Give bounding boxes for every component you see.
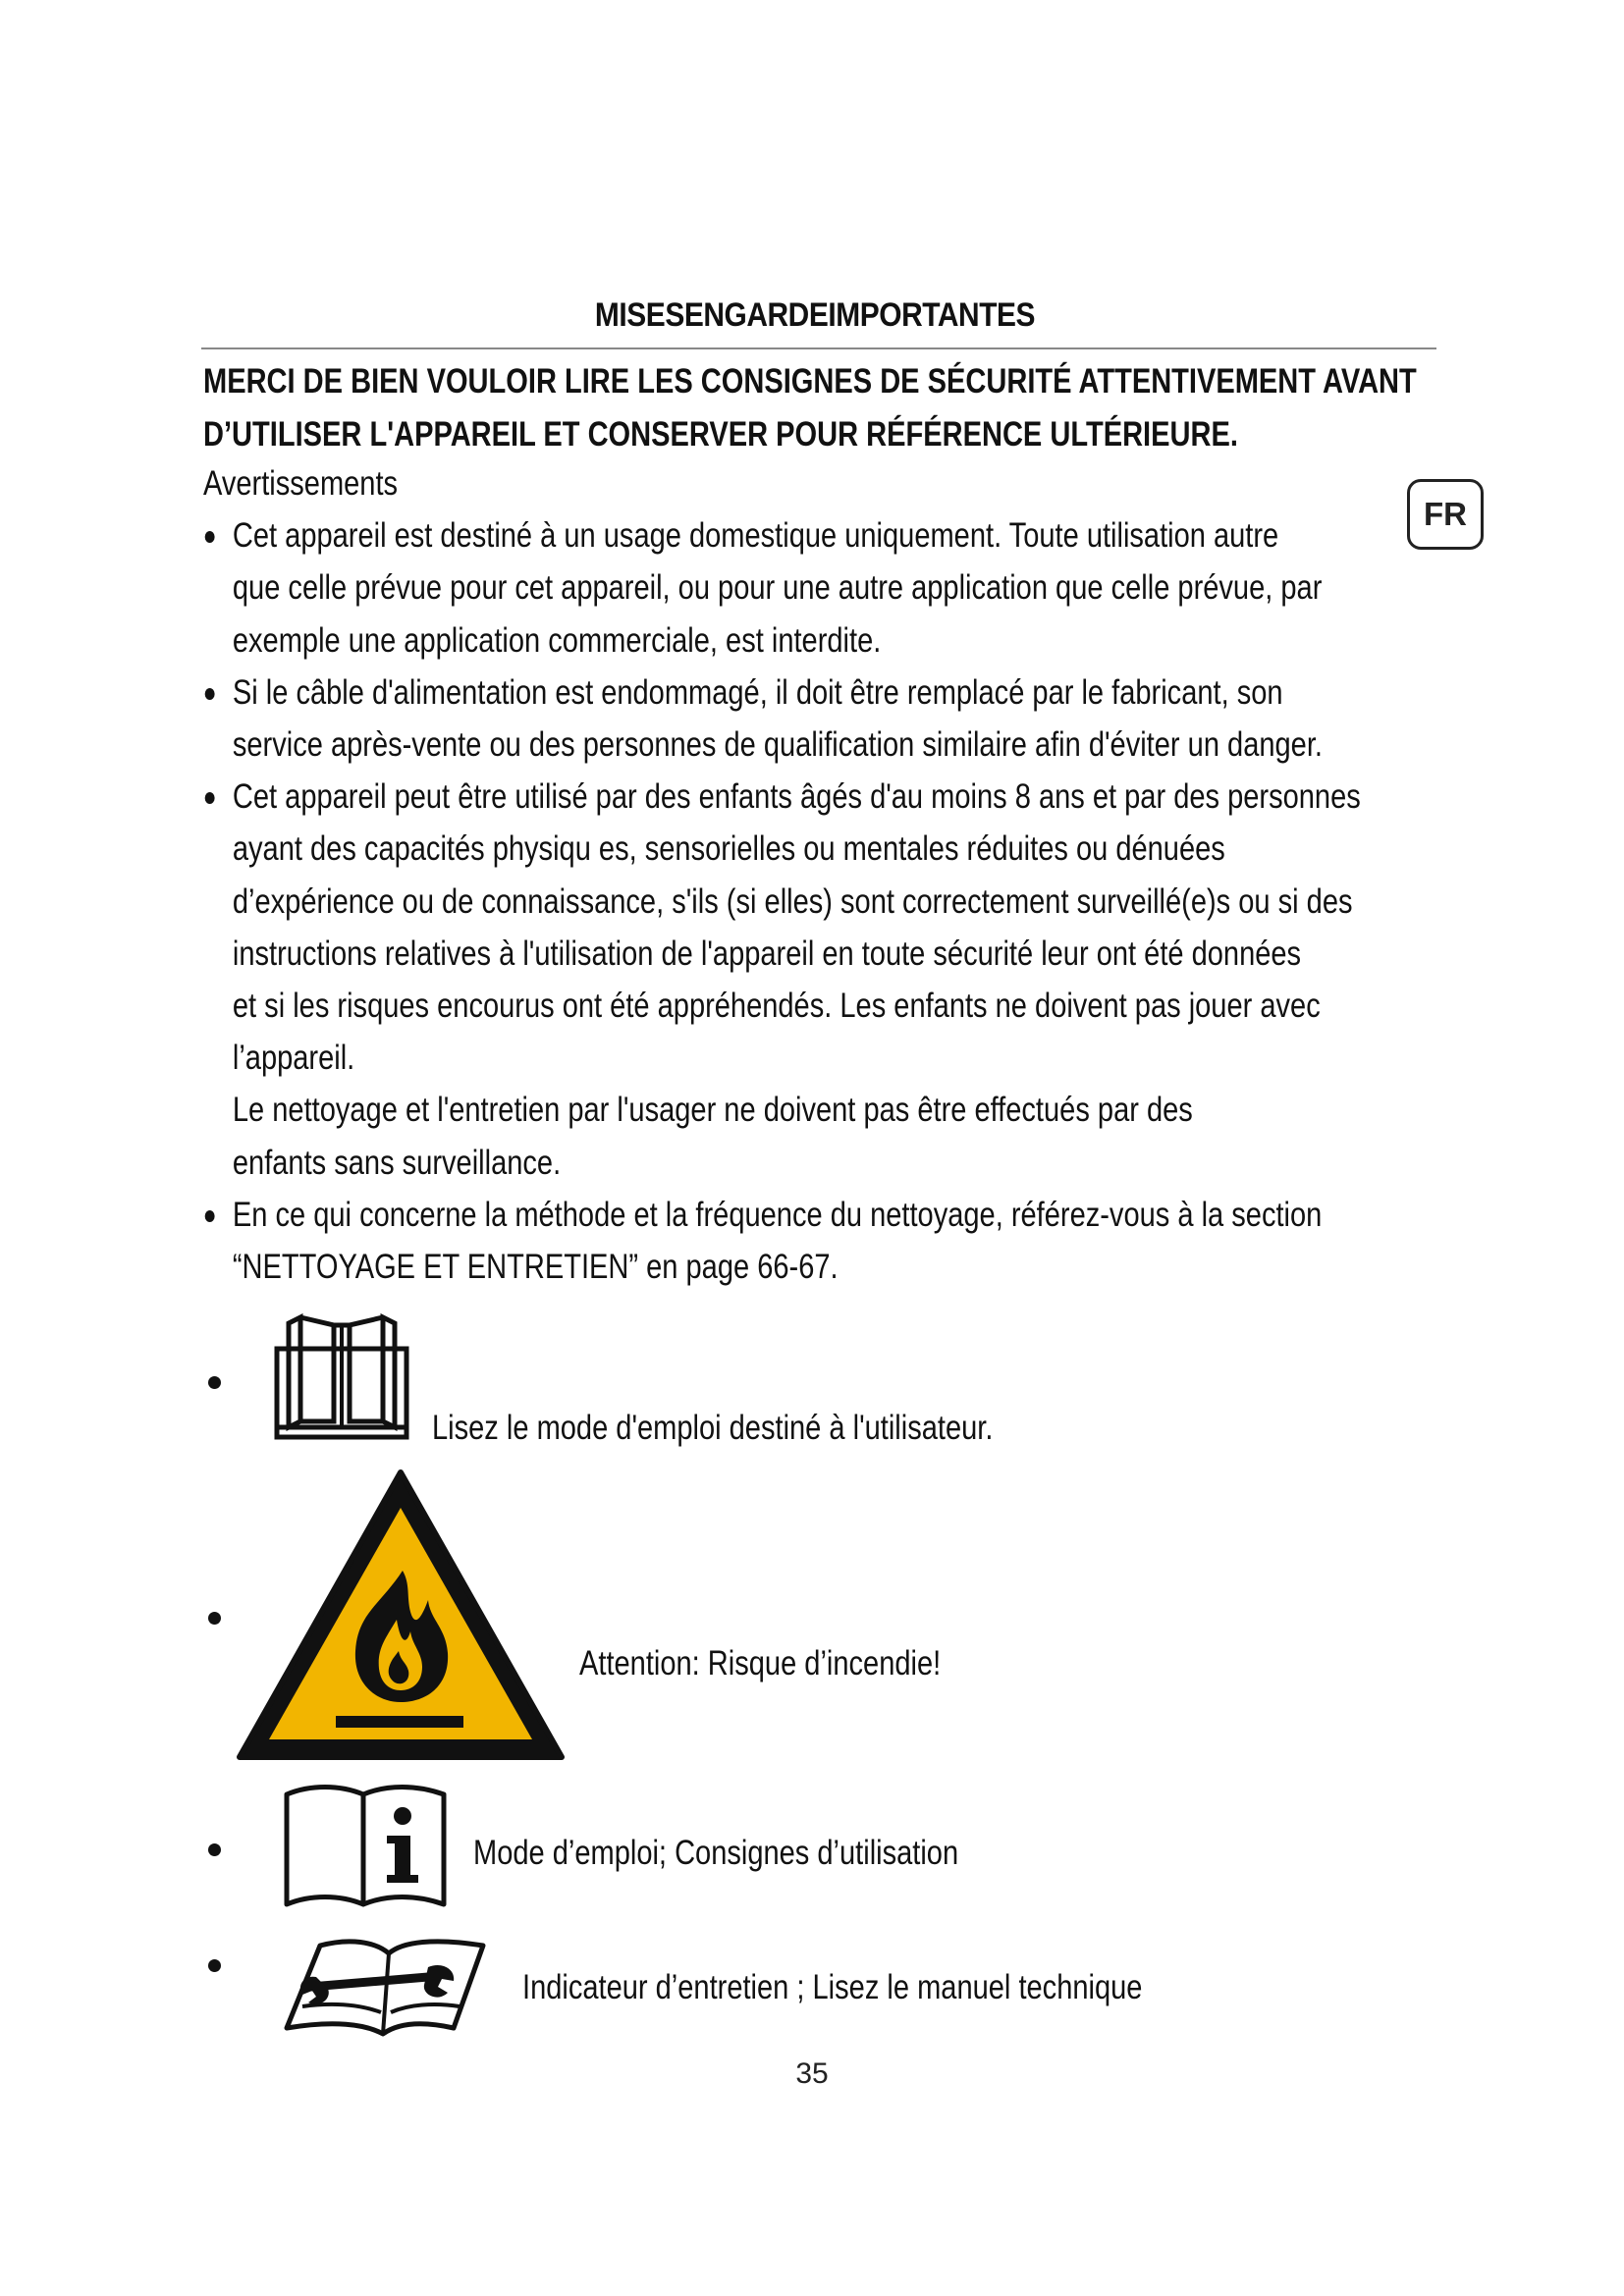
symbol-bullet bbox=[208, 1959, 221, 1972]
fire-warning-icon bbox=[234, 1467, 568, 1763]
list-item-continuation: service après-vente ou des personnes de qualification similaire afin d'éviter un danger. bbox=[232, 725, 1323, 765]
list-item-continuation: ayant des capacités physiqu es, sensorielles ou mentales réduites ou dénuées bbox=[232, 829, 1225, 869]
wrench-manual-icon bbox=[281, 1934, 489, 2042]
intro-line-1: MERCI DE BIEN VOULOIR LIRE LES CONSIGNES DE SÉCURITÉ ATTENTIVEMENT AVANT bbox=[203, 362, 1417, 400]
language-badge: FR bbox=[1407, 479, 1484, 550]
intro-line-2: D’UTILISER L'APPAREIL ET CONSERVER POUR RÉFÉRENCE ULTÉRIEURE. bbox=[203, 415, 1238, 454]
warnings-heading: Avertissements bbox=[203, 464, 399, 503]
list-item: Cet appareil est destiné à un usage domestique uniquement. Toute utilisation autre bbox=[203, 509, 1426, 561]
symbol-label-book: Lisez le mode d'emploi destiné à l'utilisateur. bbox=[432, 1409, 994, 1447]
list-item-continuation: exemple une application commerciale, est interdite. bbox=[232, 620, 882, 660]
header-divider bbox=[201, 347, 1436, 349]
symbol-label-maintenance: Indicateur d’entretien ; Lisez le manuel technique bbox=[522, 1968, 1143, 2006]
symbol-label-fire: Attention: Risque d’incendie! bbox=[579, 1644, 942, 1682]
list-item-continuation: et si les risques encourus ont été appréhendés. Les enfants ne doivent pas jouer avec bbox=[232, 987, 1321, 1026]
list-item: Si le câble d'alimentation est endommagé, il doit être remplacé par le fabricant, son bbox=[203, 667, 1426, 719]
page-title: MISESENGARDEIMPORTANTES bbox=[594, 296, 1036, 334]
symbol-bullet bbox=[208, 1843, 221, 1856]
list-item-continuation: l’appareil. bbox=[232, 1039, 355, 1078]
list-item: Cet appareil peut être utilisé par des enfants âgés d'au moins 8 ans et par des personnes bbox=[203, 771, 1426, 823]
page-number: 35 bbox=[795, 2057, 829, 2090]
list-item: En ce qui concerne la méthode et la fréquence du nettoyage, référez-vous à la section bbox=[203, 1189, 1426, 1241]
warnings-section bbox=[203, 457, 1426, 1293]
list-item-continuation: enfants sans surveillance. bbox=[232, 1143, 562, 1182]
book-icon bbox=[273, 1313, 410, 1443]
list-item-continuation: que celle prévue pour cet appareil, ou pour une autre application que celle prévue, par bbox=[232, 568, 1323, 608]
list-item-continuation: d’expérience ou de connaissance, s'ils (si elles) sont correctement surveillé(e)s ou si des bbox=[232, 881, 1353, 921]
symbol-bullet bbox=[208, 1612, 221, 1625]
symbol-label-info: Mode d’emploi; Consignes d’utilisation bbox=[473, 1834, 959, 1872]
symbol-bullet bbox=[208, 1376, 221, 1389]
intro-notice bbox=[203, 355, 1417, 461]
list-item-continuation: “NETTOYAGE ET ENTRETIEN” en page 66-67. bbox=[232, 1248, 839, 1287]
list-item-continuation: instructions relatives à l'utilisation de l'appareil en toute sécurité leur ont été données bbox=[232, 934, 1302, 973]
list-item-continuation: Le nettoyage et l'entretien par l'usager ne doivent pas être effectués par des bbox=[232, 1091, 1193, 1130]
info-manual-icon bbox=[281, 1781, 450, 1910]
